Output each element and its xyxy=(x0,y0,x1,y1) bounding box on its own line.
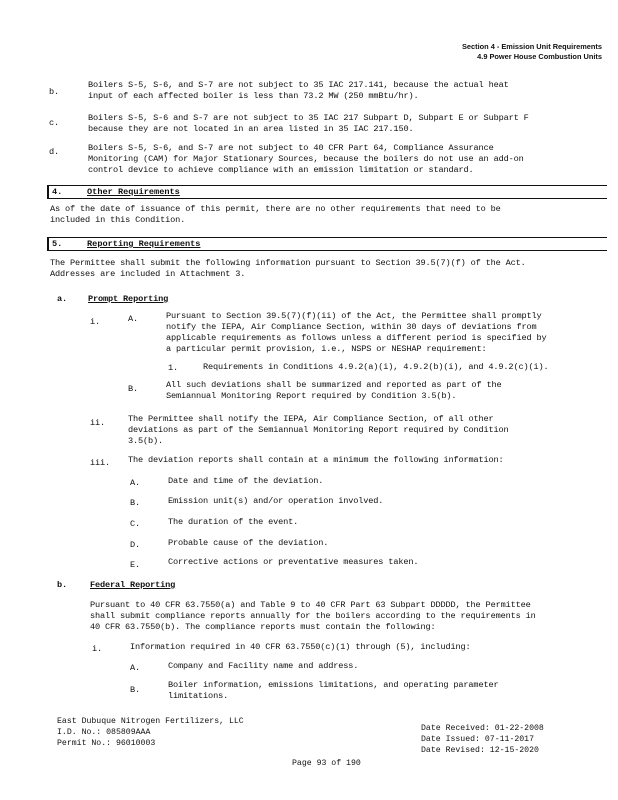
federal-marker: b. xyxy=(57,580,68,590)
prompt-B-marker: B. xyxy=(128,384,139,394)
deviation-item-E-marker: E. xyxy=(130,560,141,570)
footer-date-revised: Date Revised: 12-15-2020 xyxy=(421,746,539,755)
deviation-item-B-marker: B. xyxy=(130,498,141,508)
federal-title: Federal Reporting xyxy=(90,580,176,590)
item-d-line-3: control device to achieve compliance with an emission limitation or standard. xyxy=(88,165,474,175)
prompt-1-text: Requirements in Conditions 4.9.2(a)(i), 4.9.2(b)(i), and 4.9.2(c)(i). xyxy=(203,362,549,372)
section-4-body-1: As of the date of issuance of this permit, there are no other requirements that need to be xyxy=(50,204,501,214)
header-subsection: 4.9 Power House Combustion Units xyxy=(477,52,602,61)
prompt-ii-line-2: deviations as part of the Semiannual Monitoring Report required by Condition xyxy=(128,425,509,435)
page-header xyxy=(462,42,602,62)
deviation-item-B-text: Emission unit(s) and/or operation involved. xyxy=(168,496,384,506)
prompt-ii-marker: ii. xyxy=(90,418,106,428)
prompt-ii-line-3: 3.5(b). xyxy=(128,436,164,446)
item-c-marker: c. xyxy=(49,118,60,128)
section-5-title: Reporting Requirements xyxy=(87,239,201,249)
prompt-iii-text: The deviation reports shall contain at a minimum the following information: xyxy=(128,455,504,465)
deviation-item-E-text: Corrective actions or preventative measures taken. xyxy=(168,557,419,567)
federal-A-text: Company and Facility name and address. xyxy=(168,661,359,671)
item-b-marker: b. xyxy=(49,87,60,97)
deviation-item-D-text: Probable cause of the deviation. xyxy=(168,538,329,548)
federal-B-line-2: limitations. xyxy=(168,691,229,701)
item-d-marker: d. xyxy=(49,147,60,157)
section-4-heading xyxy=(47,185,607,199)
prompt-title: Prompt Reporting xyxy=(88,294,169,304)
deviation-item-A-marker: A. xyxy=(130,478,141,488)
federal-body-1: Pursuant to 40 CFR 63.7550(a) and Table 9 to 40 CFR Part 63 Subpart DDDDD, the Permittee xyxy=(90,600,531,610)
footer-id: I.D. No.: 085809AAA xyxy=(57,728,151,737)
prompt-A-line-1: Pursuant to Section 39.5(7)(f)(ii) of the Act, the Permittee shall promptly xyxy=(166,311,542,321)
federal-B-marker: B. xyxy=(130,685,141,695)
prompt-A-line-4: a particular permit provision, i.e., NSPS or NESHAP requirement: xyxy=(166,344,487,354)
section-5-heading xyxy=(47,237,607,251)
prompt-marker: a. xyxy=(57,294,68,304)
footer-company: East Dubuque Nitrogen Fertilizers, LLC xyxy=(57,717,244,726)
item-b-line-1: Boilers S-5, S-6, and S-7 are not subject to 35 IAC 217.141, because the actual heat xyxy=(88,80,509,90)
section-5-body-2: Addresses are included in Attachment 3. xyxy=(50,269,246,279)
footer-permit: Permit No.: 96010003 xyxy=(57,739,156,748)
federal-i-marker: i. xyxy=(92,644,103,654)
prompt-ii-line-1: The Permittee shall notify the IEPA, Air Compliance Section, of all other xyxy=(128,414,494,424)
federal-B-line-1: Boiler information, emissions limitations, and operating parameter xyxy=(168,680,499,690)
prompt-A-line-3: applicable requirements as follows unless a different period is specified by xyxy=(166,333,547,343)
deviation-item-D-marker: D. xyxy=(130,540,141,550)
item-d-line-2: Monitoring (CAM) for Major Stationary Sources, because the boilers do not use an add-on xyxy=(88,154,524,164)
prompt-A-marker: A. xyxy=(128,314,139,324)
section-4-body-2: included in this Condition. xyxy=(50,215,186,225)
header-section: Section 4 - Emission Unit Requirements xyxy=(461,42,602,51)
item-c-line-2: because they are not located in an area listed in 35 IAC 217.150. xyxy=(88,124,414,134)
item-d-line-1: Boilers S-5, S-6, and S-7 are not subject to 40 CFR Part 64, Compliance Assurance xyxy=(88,143,494,153)
footer-date-received: Date Received: 01-22-2008 xyxy=(421,724,544,733)
prompt-B-line-2: Semiannual Monitoring Report required by Condition 3.5(b). xyxy=(166,391,457,401)
section-5-body-1: The Permittee shall submit the following information pursuant to Section 39.5(7)(f) of the Act. xyxy=(50,258,526,268)
federal-body-2: shall submit compliance reports annually for the boilers according to the requirements in xyxy=(90,611,536,621)
footer-date-issued: Date Issued: 07-11-2017 xyxy=(421,735,535,744)
prompt-i-marker: i. xyxy=(90,317,101,327)
section-4-number: 4. xyxy=(52,187,63,197)
prompt-A-line-2: notify the IEPA, Air Compliance Section, within 30 days of deviations from xyxy=(166,322,537,332)
prompt-iii-marker: iii. xyxy=(90,458,111,468)
item-c-line-1: Boilers S-5, S-6 and S-7 are not subject to 35 IAC 217 Subpart D, Subpart E or Subpart F xyxy=(88,113,529,123)
section-5-number: 5. xyxy=(52,239,63,249)
item-b-line-2: input of each affected boiler is less than 73.2 MW (250 mmBtu/hr). xyxy=(88,91,419,101)
federal-i-text: Information required in 40 CFR 63.7550(c)(1) through (5), including: xyxy=(130,642,471,652)
federal-A-marker: A. xyxy=(130,663,141,673)
federal-body-3: 40 CFR 63.7550(b). The compliance reports must contain the following: xyxy=(90,622,436,632)
deviation-item-A-text: Date and time of the deviation. xyxy=(168,476,324,486)
prompt-1-marker: 1. xyxy=(168,363,179,373)
page-number: Page 93 of 190 xyxy=(292,759,361,768)
prompt-B-line-1: All such deviations shall be summarized and reported as part of the xyxy=(166,380,502,390)
deviation-item-C-text: The duration of the event. xyxy=(168,517,299,527)
deviation-item-C-marker: C. xyxy=(130,519,141,529)
section-4-title: Other Requirements xyxy=(87,187,180,197)
